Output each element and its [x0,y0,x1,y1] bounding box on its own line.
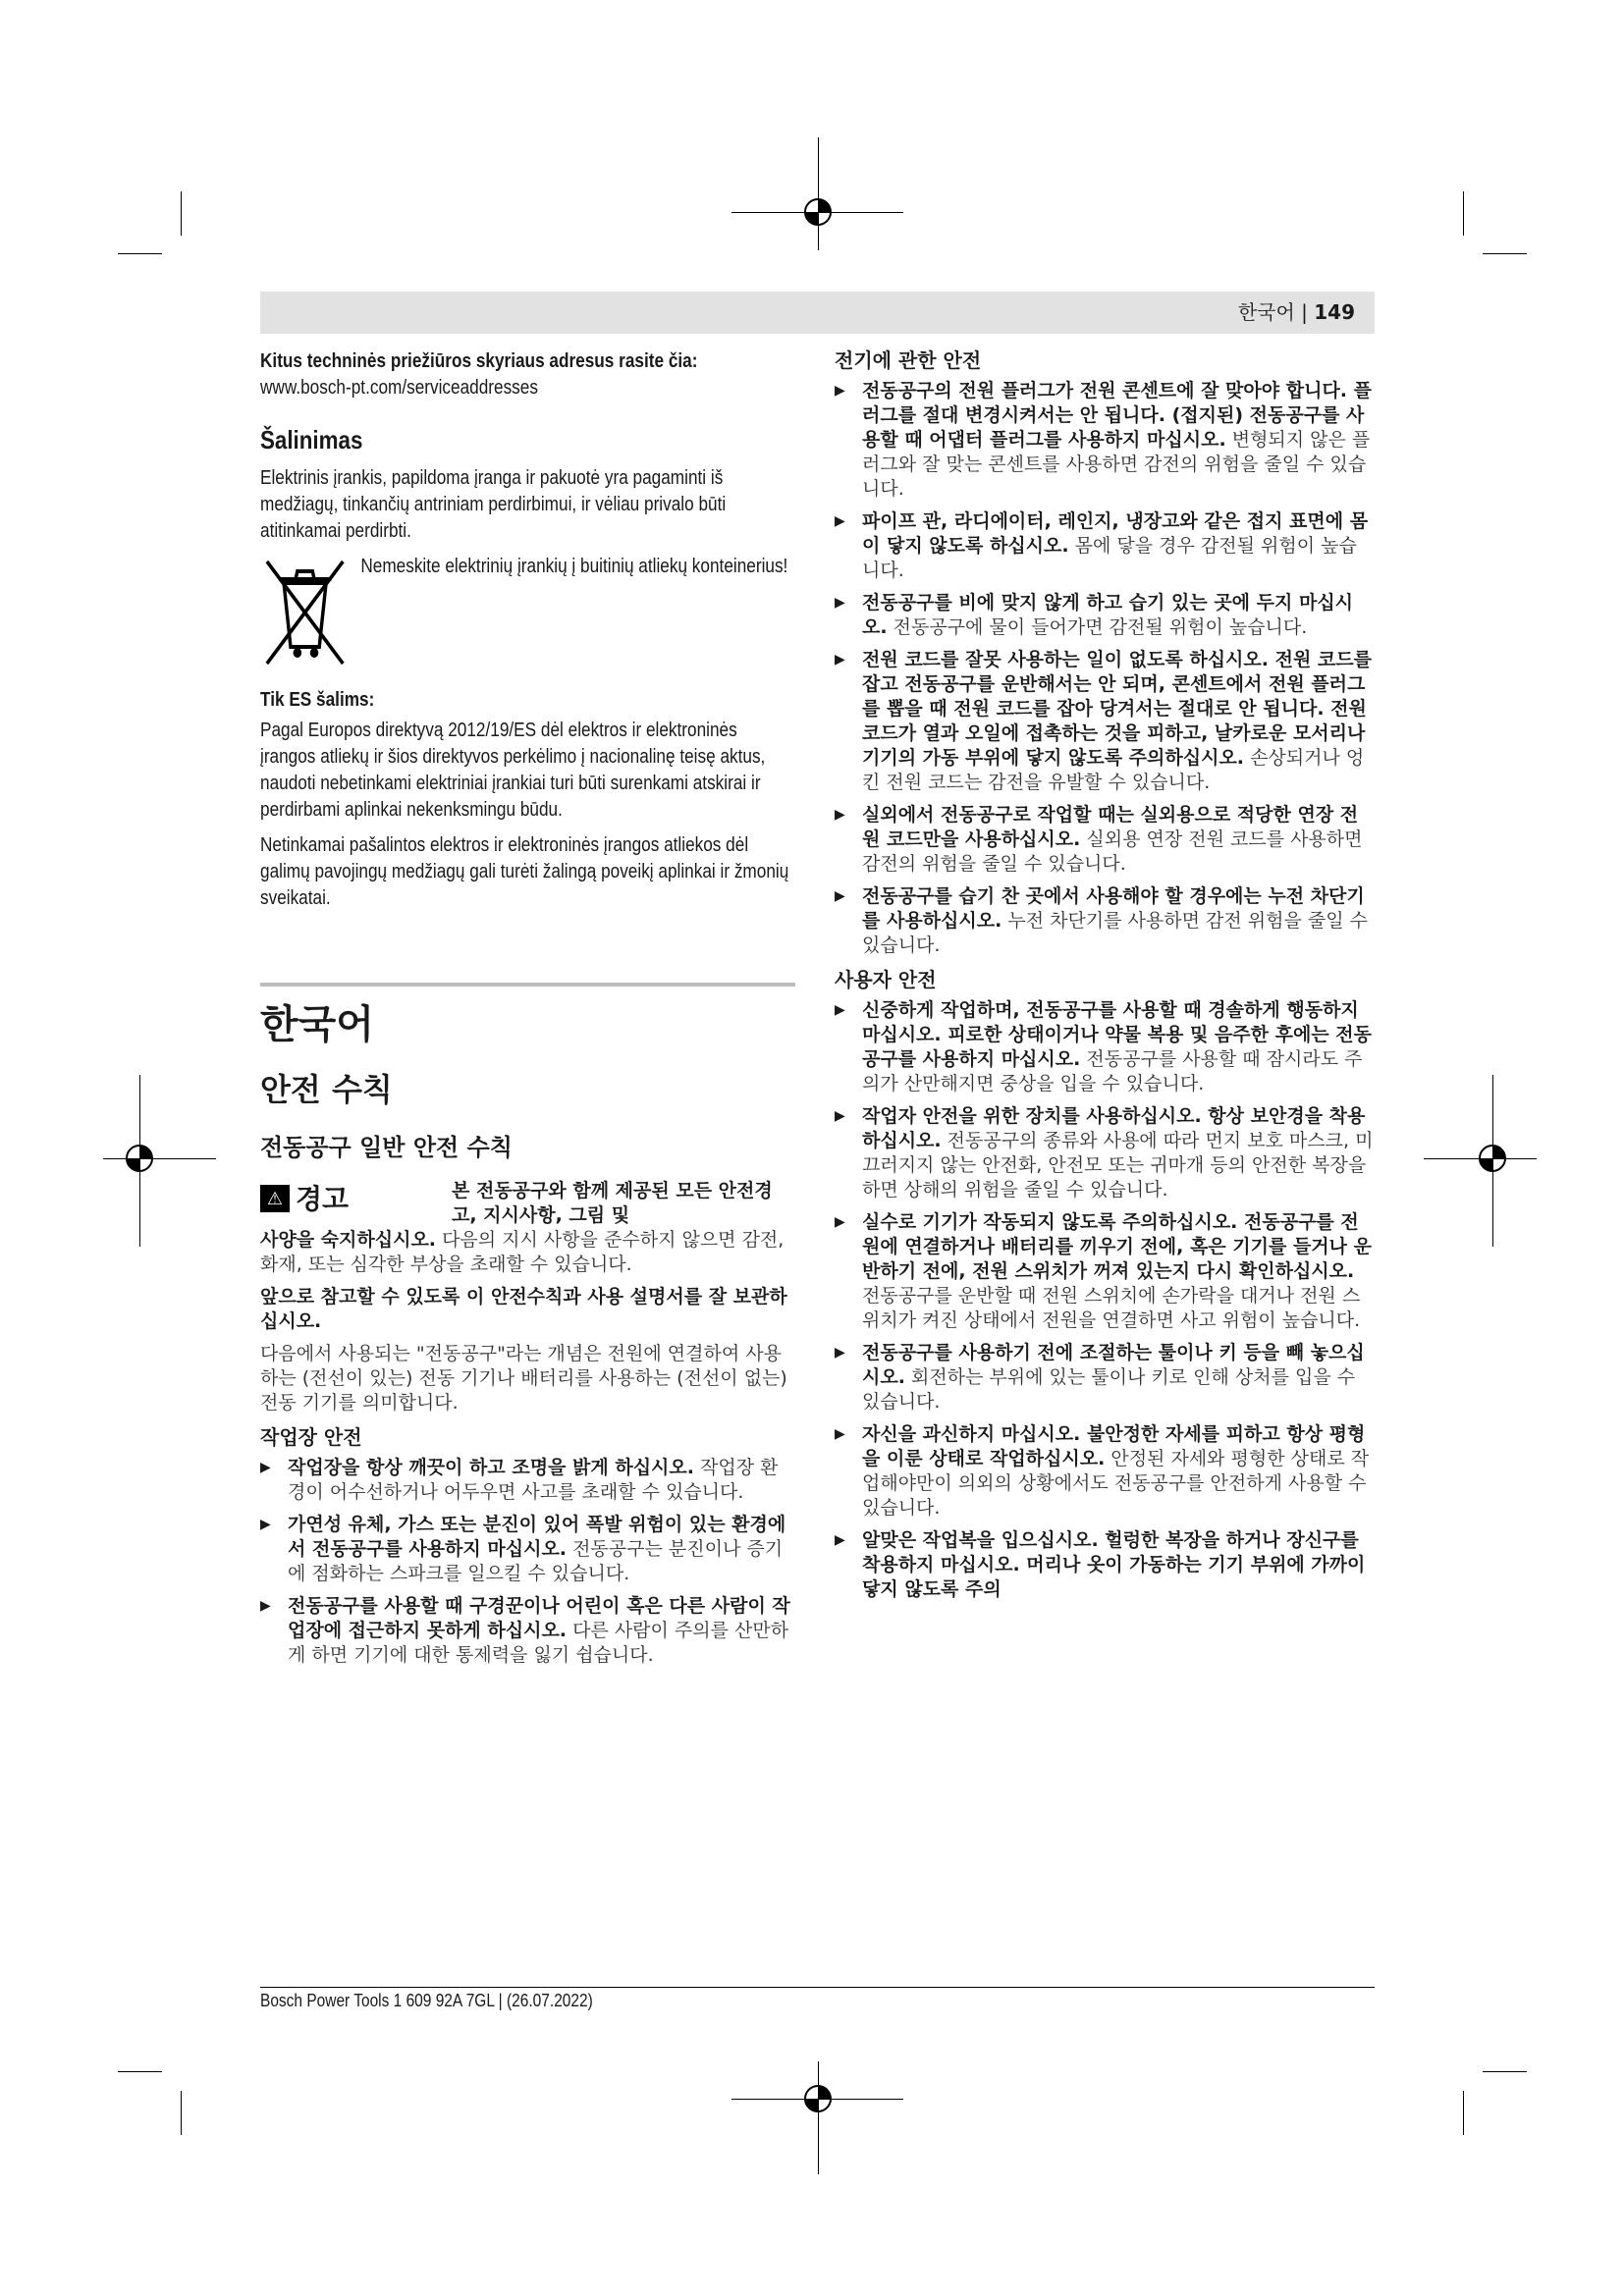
list-item [835,1422,1375,1521]
registration-target-icon [120,1139,159,1178]
item-text: 안정된 자세와 평형한 상태로 작업해야만이 의외의 상황에서도 전동공구를 안전하게 사용할 수 있습니다. [862,1448,1370,1519]
workplace-title: 작업장 안전 [260,1425,362,1449]
page-footer: Bosch Power Tools 1 609 92A 7GL | (26.07.2022) [260,1991,593,2010]
workplace-list [260,1456,795,1668]
item-bold: 신중하게 작업하며, 전동공구를 사용할 때 경솔하게 행동하지 마십시오. 피로한 상태이거나 약물 복용 및 음주한 후에는 전동공구를 사용하지 마십시오. [862,999,1372,1070]
personal-title: 사용자 안전 [835,968,937,991]
eu-text-1: Pagal Europos direktyvą 2012/19/ES dėl elektros ir elektroninės įrangos atliekų ir šios direktyvos perkėlimo į nacionalinę teisę aktus, naudoti nebetinkami elektriniai įrankiai turi būti surenkami atskirai ir perdirbami aplinkai nekenksmingu būdu. [260,720,766,821]
list-item [835,1528,1375,1602]
list-item [835,803,1375,877]
list-item [260,1513,795,1586]
service-url: www.bosch-pt.com/serviceaddresses [260,377,538,399]
item-bold: 전동공구를 비에 맞지 않게 하고 습기 있는 곳에 두지 마십시오. [862,592,1354,638]
crossed-bin-icon [260,554,349,671]
item-text: 전동공구의 종류와 사용에 따라 먼지 보호 마스크, 미끄러지지 않는 안전화, 안전모 또는 귀마개 등의 안전한 복장을 하면 상해의 위험을 줄일 수 있습니다. [862,1130,1374,1201]
eu-heading: Tik ES šalims: [260,689,375,711]
disposal-text: Elektrinis įrankis, papildoma įranga ir pakuotė yra pagaminti iš medžiagų, tinkančių antriniam perdirbimui, ir vėliau privalo būti atitinkamai perdirbti. [260,467,727,542]
item-text: 변형되지 않은 플러그와 잘 맞는 콘센트를 사용하면 감전의 위험을 줄일 수 있습니다. [862,429,1371,500]
item-text: 전동공구에 물이 들어가면 감전될 위험이 높습니다. [887,616,1308,638]
list-item [835,1341,1375,1415]
item-bold: 전원 코드를 잘못 사용하는 일이 없도록 하십시오. 전원 코드를 잡고 전동공구를 운반해서는 안 되며, 콘센트에서 전원 플러그를 뽑을 때 전원 코드를 잡아 당겨서는 절대로 안 됩니다. 전원 코드가 열과 오일에 접촉하는 것을 피하고, 날카로운 모서리나 기기의 가동 부위에 닿지 않도록 주의하십시오. [862,649,1372,769]
page-number: 149 [1314,300,1355,324]
section-divider [260,983,795,987]
item-bold: 작업자 안전을 위한 장치를 사용하십시오. 항상 보안경을 착용하십시오. [862,1105,1366,1151]
service-heading: Kitus techninės priežiūros skyriaus adresus rasite čia: [260,350,698,372]
footer-rule [260,1987,1375,1988]
item-bold: 파이프 관, 라디에이터, 레인지, 냉장고와 같은 접지 표면에 몸이 닿지 않도록 하십시오. [862,510,1369,557]
item-bold: 전동공구의 전원 플러그가 전원 콘센트에 잘 맞아야 합니다. 플러그를 절대 변경시켜서는 안 됩니다. (접지된) 전동공구를 사용할 때 어댑터 플러그를 사용하지 마십시오. [862,380,1372,451]
crop-mark [118,253,162,254]
item-bold: 가연성 유체, 가스 또는 분진이 있어 폭발 위험이 있는 환경에서 전동공구를 사용하지 마십시오. [288,1514,786,1560]
page-header-label: 한국어 | 149 [1237,300,1355,324]
right-column [835,348,1375,1610]
item-bold: 실외에서 전동공구로 작업할 때는 실외용으로 적당한 연장 전원 코드만을 사용하십시오. [862,804,1359,850]
item-bold: 알맞은 작업복을 입으십시오. 헐렁한 복장을 하거나 장신구를 착용하지 마십시오. 머리나 옷이 가동하는 기기 부위에 가까이 닿지 않도록 주의 [862,1529,1366,1600]
item-bold: 전동공구를 습기 찬 곳에서 사용해야 할 경우에는 누전 차단기를 사용하십시오. [862,885,1365,932]
list-item [835,509,1375,583]
safety-title: 안전 수칙 [260,1071,393,1108]
item-text: 손상되거나 엉킨 전원 코드는 감전을 유발할 수 있습니다. [862,747,1365,793]
crop-mark [181,2091,182,2135]
warning-triangle-icon: ⚠ [260,1185,290,1212]
item-bold: 작업장을 항상 깨끗이 하고 조명을 밝게 하십시오. [288,1457,694,1478]
list-item [835,379,1375,502]
item-text: 작업장 환경이 어수선하거나 어두우면 사고를 초래할 수 있습니다. [288,1457,779,1503]
item-text: 몸에 닿을 경우 감전될 위험이 높습니다. [862,535,1357,581]
crop-mark [1463,2091,1464,2135]
definition-text: 다음에서 사용되는 "전동공구"라는 개념은 전원에 연결하여 사용하는 (전선이 있는) 전동 기기나 배터리를 사용하는 (전선이 없는) 전동 기기를 의미합니다. [260,1343,787,1414]
list-item [835,1104,1375,1202]
bin-note: Nemeskite elektrinių įrankių į buitinių atliekų konteinerius! [360,556,788,577]
crop-mark [181,191,182,236]
list-item [835,591,1375,640]
item-text: 전동공구는 분진이나 증기에 점화하는 스파크를 일으킬 수 있습니다. [288,1538,784,1584]
warning-text: 다음의 지시 사항을 준수하지 않으면 감전, 화재, 또는 심각한 부상을 초래할 수 있습니다. [260,1229,785,1275]
item-text: 실외용 연장 전원 코드를 사용하면 감전의 위험을 줄일 수 있습니다. [862,828,1363,875]
list-item [260,1456,795,1505]
warning-bold-b: 사양을 숙지하십시오. [260,1229,437,1251]
list-item [260,1594,795,1668]
item-text: 전동공구를 사용할 때 잠시라도 주의가 산만해지면 중상을 입을 수 있습니다. [862,1048,1363,1095]
personal-list [835,998,1375,1602]
keep-instructions-text: 앞으로 참고할 수 있도록 이 안전수칙과 사용 설명서를 잘 보관하십시오. [260,1286,787,1332]
crop-mark [1483,2071,1527,2072]
list-item [835,1210,1375,1333]
crop-mark [118,2071,162,2072]
page-header [260,292,1375,334]
keep-instructions [260,1285,795,1334]
item-text: 회전하는 부위에 있는 툴이나 키로 인해 상처를 입을 수 있습니다. [862,1366,1356,1413]
lithuanian-section [260,348,795,912]
warning-paragraph [260,1228,795,1277]
crop-mark [1463,191,1464,236]
disposal-note [260,554,795,671]
list-item [835,884,1375,958]
item-bold: 전동공구를 사용할 때 구경꾼이나 어린이 혹은 다른 사람이 작업장에 접근하지 못하게 하십시오. [288,1595,790,1641]
item-text: 다른 사람이 주의를 산만하게 하면 기기에 대한 통제력을 잃기 쉽습니다. [288,1620,789,1666]
general-safety-title: 전동공구 일반 안전 수칙 [260,1134,513,1161]
item-text: 누전 차단기를 사용하면 감전 위험을 줄일 수 있습니다. [862,910,1368,956]
item-text: 전동공구를 운반할 때 전원 스위치에 손가락을 대거나 전원 스위치가 켜진 상태에서 전원을 연결하면 사고 위험이 높습니다. [862,1285,1361,1331]
item-bold: 전동공구를 사용하기 전에 조절하는 툴이나 키 등을 빼 놓으십시오. [862,1342,1365,1388]
list-item [835,648,1375,795]
crop-mark [1483,253,1527,254]
korean-section [260,983,795,1668]
warning-block [260,1179,795,1228]
warning-word: 경고 [296,1182,350,1215]
warning-label [260,1179,452,1218]
language-title: 한국어 [260,1002,374,1047]
registration-target-icon [798,192,838,232]
disposal-title: Šalinimas [260,425,363,454]
registration-target-icon [798,2079,838,2118]
registration-target-icon [1473,1139,1512,1178]
left-column [260,348,795,1676]
list-item [835,998,1375,1096]
electrical-title: 전기에 관한 안전 [835,348,982,372]
warning-bold-a: 본 전동공구와 함께 제공된 모든 안전경고, 지시사항, 그림 및 [452,1180,773,1226]
item-bold: 자신을 과신하지 마십시오. 불안정한 자세를 피하고 항상 평형을 이룬 상태로 작업하십시오. [862,1423,1366,1469]
item-bold: 실수로 기기가 작동되지 않도록 주의하십시오. 전동공구를 전원에 연결하거나 배터리를 끼우기 전에, 혹은 기기를 들거나 운반하기 전에, 전원 스위치가 꺼져 있는지 다시 확인하십시오. [862,1211,1372,1282]
header-language: 한국어 [1237,300,1295,324]
eu-text-2: Netinkamai pašalintos elektros ir elektroninės įrangos atliekos dėl galimų pavojingų medžiagų gali turėti žalingą poveikį aplinkai ir žmonių sveikatai. [260,834,789,909]
electrical-list [835,379,1375,958]
